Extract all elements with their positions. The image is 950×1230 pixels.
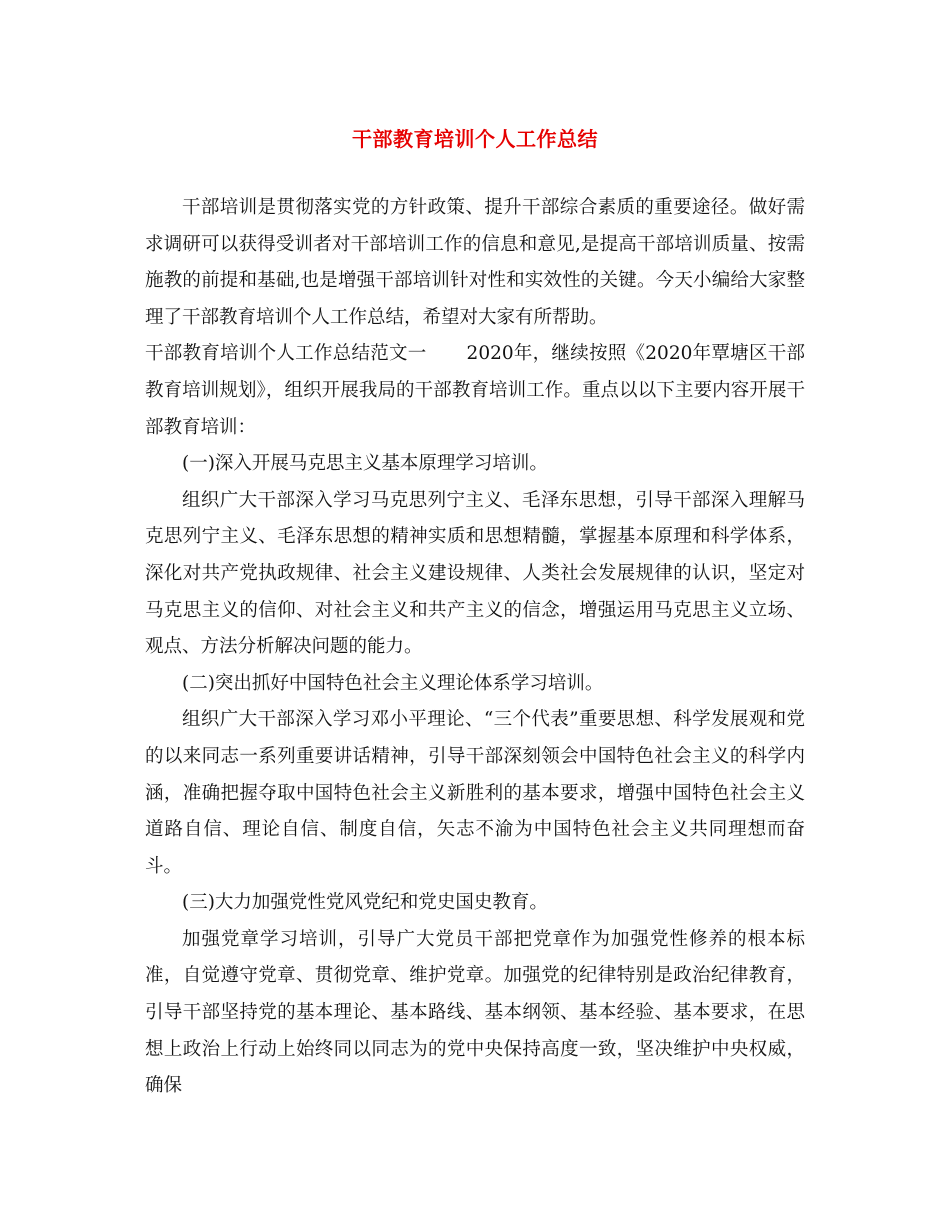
page-title: 干部教育培训个人工作总结 — [352, 127, 598, 151]
section-2-body: 组织广大干部深入学习邓小平理论、“三个代表”重要思想、科学发展观和党的以来同志一系列重要讲话精神，引导干部深刻领会中国特色社会主义的科学内涵，准确把握夺取中国特色社会主义新胜利的基本要求，增强中国特色社会主义道路自信、理论自信、制度自信，矢志不渝为中国特色社会主义共同理想而奋斗。 — [145, 709, 805, 877]
intro-paragraph: 干部培训是贯彻落实党的方针政策、提升干部综合素质的重要途径。做好需求调研可以获得受训者对干部培训工作的信息和意见,是提高干部培训质量、按需施教的前提和基础,也是增强干部培训针对性和实效性的关键。今天小编给大家整理了干部教育培训个人工作总结，希望对大家有所帮助。 — [145, 197, 805, 328]
section-3-body: 加强党章学习培训，引导广大党员干部把党章作为加强党性修养的根本标准，自觉遵守党章、贯彻党章、维护党章。加强党的纪律特别是政治纪律教育，引导干部坚持党的基本理论、基本路线、基本纲领、基本经验、基本要求，在思想上政治上行动上始终同以同志为的党中央保持高度一致，坚决维护中央权威，确保 — [145, 928, 805, 1097]
document-body — [145, 190, 805, 1105]
sample-intro: 2020年，继续按照《2020年覃塘区干部教育培训规划》，组织开展我局的干部教育培训工作。重点以以下主要内容开展干部教育培训： — [145, 343, 805, 438]
section-3-heading: (三)大力加强党性党风党纪和党史国史教育。 — [182, 892, 548, 914]
section-2-heading: (二)突出抓好中国特色社会主义理论体系学习培训。 — [182, 672, 604, 694]
sample-heading: 干部教育培训个人工作总结范文一 — [145, 343, 427, 365]
section-1-heading: (一)深入开展马克思主义基本原理学习培训。 — [182, 453, 548, 475]
sample-paragraph — [145, 336, 805, 446]
section-1-body: 组织广大干部深入学习马克思列宁主义、毛泽东思想，引导干部深入理解马克思列宁主义、毛泽东思想的精神实质和思想精髓，掌握基本原理和科学体系，深化对共产党执政规律、社会主义建设规律、人类社会发展规律的认识，坚定对马克思主义的信仰、对社会主义和共产主义的信念，增强运用马克思主义立场、观点、方法分析解决问题的能力。 — [145, 489, 805, 658]
